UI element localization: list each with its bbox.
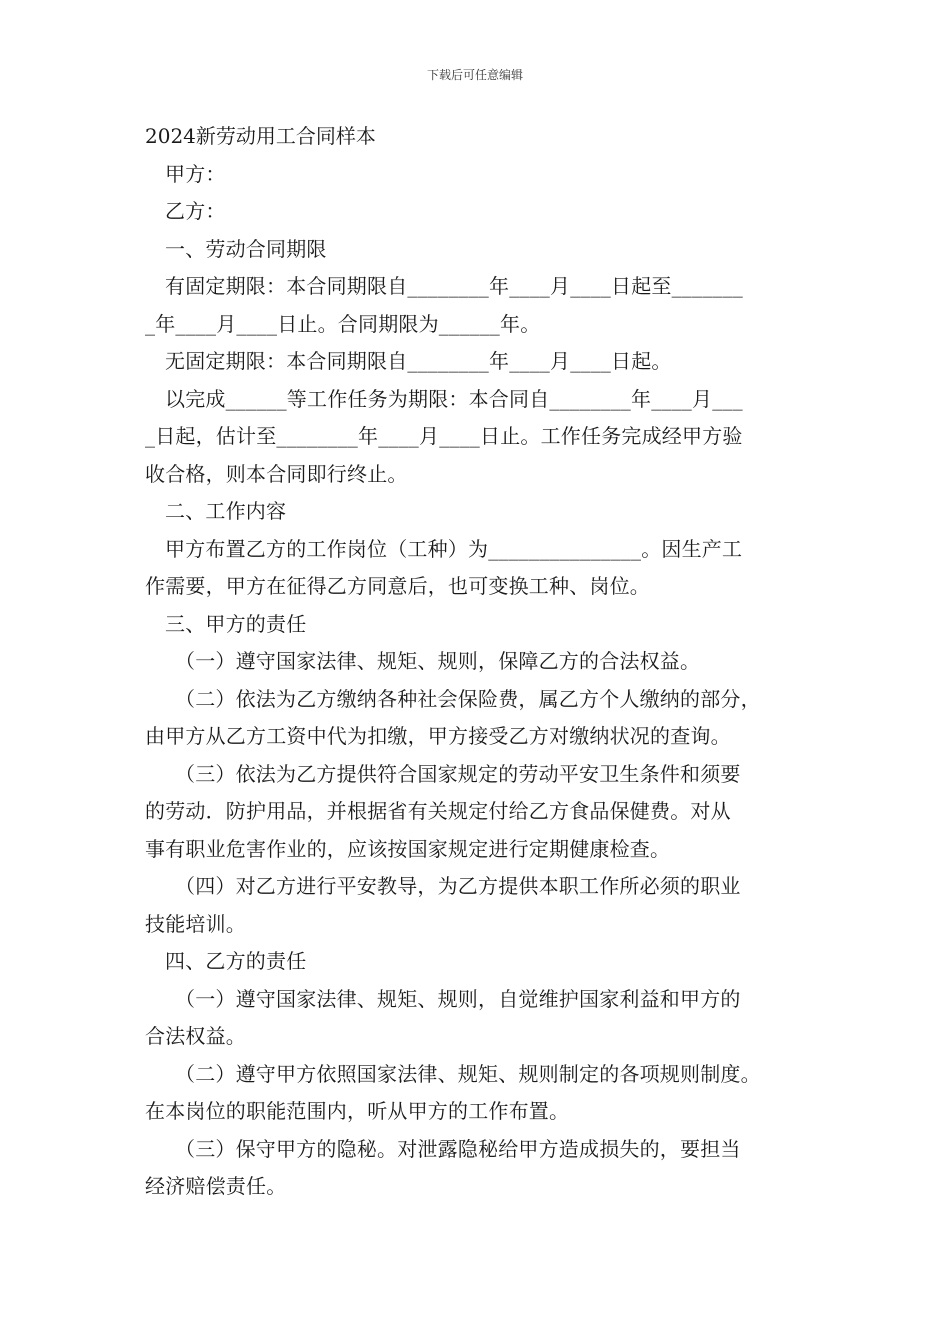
- paragraph-line: 作需要，甲方在征得乙方同意后，也可变换工种、岗位。: [145, 574, 650, 598]
- section-heading: 一、劳动合同期限: [165, 236, 327, 261]
- paragraph-line: （二）依法为乙方缴纳各种社会保险费，属乙方个人缴纳的部分，: [175, 686, 761, 711]
- section-heading: 二、工作内容: [165, 499, 287, 523]
- party-b-line: 乙方：: [165, 199, 226, 223]
- paragraph-line: 甲方布置乙方的工作岗位（工种）为_______________。因生产工: [165, 536, 743, 561]
- party-a-line: 甲方：: [165, 161, 226, 186]
- paragraph-line: 在本岗位的职能范围内，听从甲方的工作布置。: [145, 1099, 570, 1123]
- paragraph-line: _年____月____日止。合同期限为______年。: [145, 311, 541, 336]
- paragraph-line: 收合格，则本合同即行终止。: [145, 461, 408, 486]
- section-heading: 三、甲方的责任: [165, 611, 307, 636]
- paragraph-line: （二）遵守甲方依照国家法律、规矩、规则制定的各项规则制度。: [175, 1061, 761, 1086]
- paragraph-line: 经济赔偿责任。: [145, 1174, 287, 1198]
- paragraph-line: 事有职业危害作业的，应该按国家规定进行定期健康检查。: [145, 836, 671, 861]
- paragraph-line: 的劳动．防护用品，并根据省有关规定付给乙方食品保健费。对从: [145, 799, 731, 823]
- document-title: 2024新劳动用工合同样本: [145, 124, 376, 148]
- document-body: [145, 118, 815, 1206]
- page-header: 下载后可任意编辑: [426, 68, 523, 82]
- paragraph-line: （四）对乙方进行平安教导，为乙方提供本职工作所必须的职业: [175, 874, 741, 898]
- paragraph-line: 无固定期限：本合同期限自________年____月____日起。: [165, 349, 672, 373]
- paragraph-line: （一）遵守国家法律、规矩、规则，自觉维护国家利益和甲方的: [175, 986, 741, 1011]
- paragraph-line: （一）遵守国家法律、规矩、规则，保障乙方的合法权益。: [175, 649, 701, 673]
- paragraph-line: 技能培训。: [145, 911, 246, 936]
- section-heading: 四、乙方的责任: [165, 949, 307, 973]
- paragraph-line: 有固定期限：本合同期限自________年____月____日起至_______: [165, 274, 743, 298]
- paragraph-line: 由甲方从乙方工资中代为扣缴，甲方接受乙方对缴纳状况的查询。: [145, 724, 731, 748]
- paragraph-line: （三）依法为乙方提供符合国家规定的劳动平安卫生条件和须要: [175, 761, 741, 786]
- paragraph-line: 合法权益。: [145, 1024, 246, 1048]
- paragraph-line: _日起，估计至________年____月____日止。工作任务完成经甲方验: [145, 424, 743, 448]
- paragraph-line: 以完成______等工作任务为期限：本合同自________年____月___: [165, 386, 743, 411]
- paragraph-line: （三）保守甲方的隐秘。对泄露隐秘给甲方造成损失的，要担当: [175, 1136, 741, 1161]
